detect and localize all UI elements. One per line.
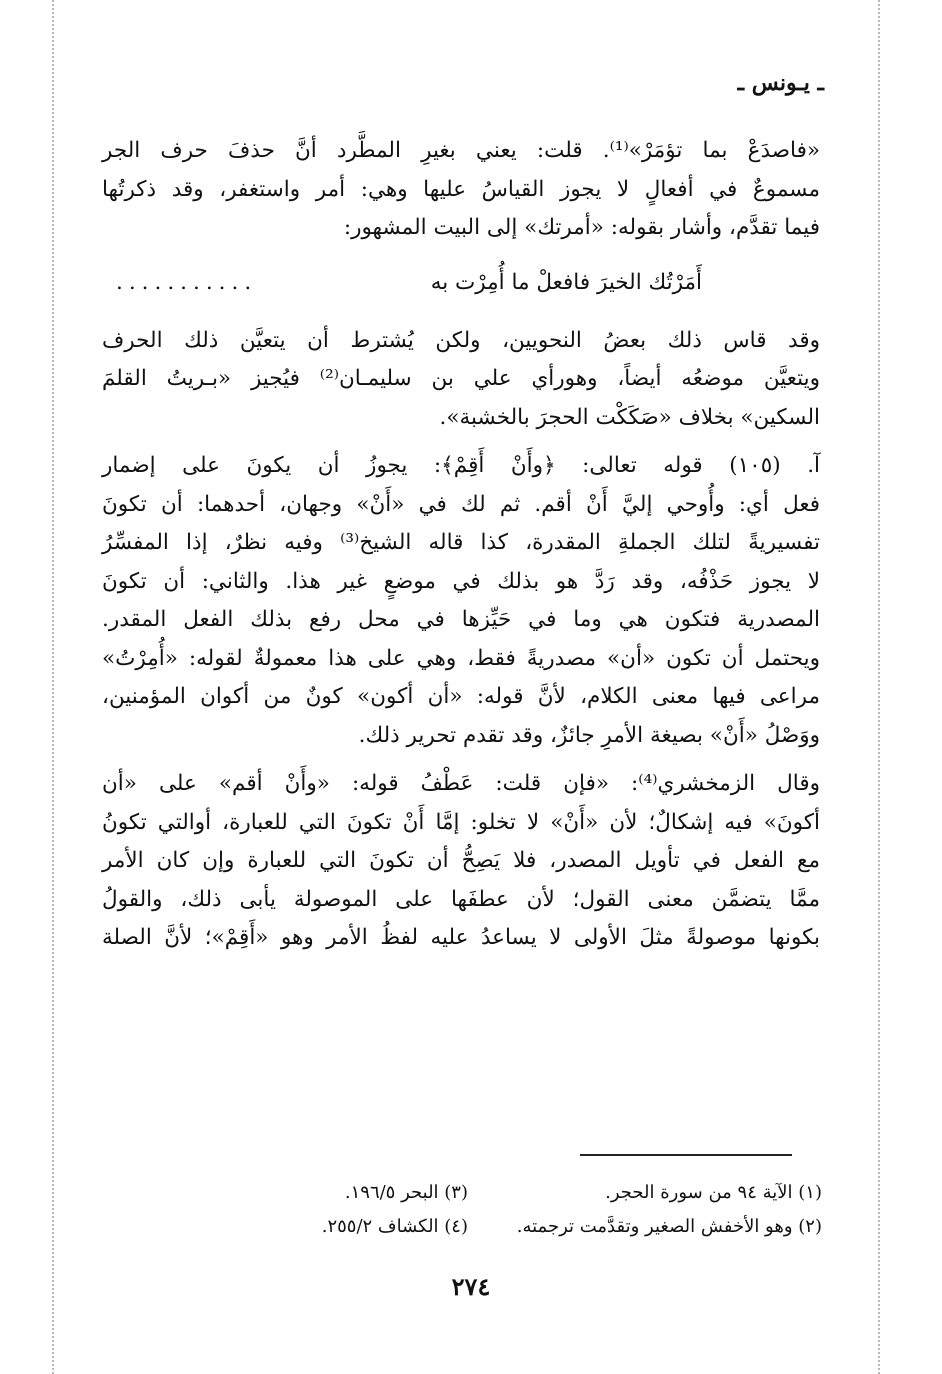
text-line: فعل أي: وأُوحي إليَّ أَنْ أقم. ثم لك في «أَنْ» وجهان، أحدهما: أن تكونَ [102,491,820,517]
text-line: مع الفعل في تأويل المصدر، فلا يَصِحُّ أن تكونَ التي للعبارة وإن كان الأمر [102,848,820,873]
text-line: آ. (١٠٥) قوله تعالى: ﴿وأَنْ أَقِمْ﴾: يجوزُ أن يكونَ على إضمار [102,453,820,478]
footnote-4: (٤) الكشاف ٢٥٥/٢. [321,1216,468,1237]
text-line: أكونَ» فيه إشكالٌ؛ لأن «أَنْ» لا تخلو: إمَّا أَنْ تكونَ التي للعبارة، أوالتي تكونُ [102,809,820,835]
page-number: ٢٧٤ [451,1272,491,1301]
text-line: مسموعٌ في أفعالٍ لا يجوز القياسُ عليها وهي: أمر واستغفر، وقد ذكرتُها [102,176,820,202]
footnotes [322,1176,822,1244]
running-header: ـ يـونس ـ [737,70,824,96]
verse-ellipsis: ........... [116,269,258,295]
text-line: وقد قاس ذلك بعضُ النحويين، ولكن يُشترط أن يتعيَّن ذلك الحرف [102,327,820,353]
text-line: ويتعيَّن موضعُه أيضاً، وهورأي علي بن سليمـان⁽²⁾ فيُجيز «بـريتُ القلمَ [102,366,821,391]
poetry-verse [102,258,820,314]
footnote-row [322,1210,822,1244]
paragraph-3 [102,447,820,755]
text-line: مراعى فيها معنى الكلام، لأنَّ قوله: «أن أكون» كونٌ من أكوان المؤمنين، [102,684,820,709]
text-line: ويحتمل أن تكون «أن» مصدريةً فقط، وهي على هذا معمولةٌ لقوله: «أُمِرْتُ» [102,645,820,671]
footnote-row [322,1176,822,1210]
paragraph-1 [102,132,820,248]
text-line: بكونها موصولةً مثلَ الأولى لا يساعدُ عليه لفظُ الأمر وهو «أَقِمْ»؛ لأنَّ الصلة [102,925,820,950]
left-margin-guide [52,0,54,1374]
footnote-2: (٢) وهو الأخفش الصغير وتقدَّمت ترجمته. [516,1216,822,1237]
verse-text: أَمَرْتُك الخيرَ فافعلْ ما أُمِرْت به [430,269,702,295]
footnote-1: (١) الآية ٩٤ من سورة الحجر. [605,1182,822,1203]
text-line: «فاصدَعْ بما تؤمَرْ»⁽¹⁾. قلت: يعني بغيرِ المطَّرد أنَّ حذفَ حرف الجر [102,138,820,163]
paragraph-2 [102,322,820,438]
paragraph-4 [102,765,820,958]
text-line: لا يجوز حَذْفُه، وقد رَدَّ هو بذلك في موضعٍ غير هذا. والثاني: أن تكونَ [102,568,820,594]
footnote-3: (٣) البحر ١٩٦/٥. [344,1182,468,1203]
main-text [102,132,820,968]
text-line: وقال الزمخشري⁽⁴⁾: «فإن قلت: عَطْفُ قوله: «وأَنْ أقم» على «أن [102,771,820,796]
text-line: تفسيريةً لتلك الجملةِ المقدرة، كذا قاله الشيخ⁽³⁾ وفيه نظرٌ، إذا المفسِّرُ [102,530,820,555]
text-line: ممَّا يتضمَّن معنى القول؛ لأن عطفَها على الموصولة يأبى ذلك، والقولُ [102,886,820,912]
right-margin-guide [878,0,880,1374]
text-line: المصدرية فتكون هي وما في حَيِّزها في محل رفع بذلك الفعل المقدر. [102,607,820,632]
text-line: فيما تقدَّم، وأشار بقوله: «أمرتك» إلى البيت المشهور: [343,215,820,240]
text-line: السكين» بخلاف «صَكَكْت الحجرَ بالخشبة». [439,404,820,430]
text-line: ووَصْلُ «أَنْ» بصيغة الأمرِ جائزٌ، وقد تقدم تحرير ذلك. [358,722,820,748]
footnote-separator [580,1154,792,1156]
